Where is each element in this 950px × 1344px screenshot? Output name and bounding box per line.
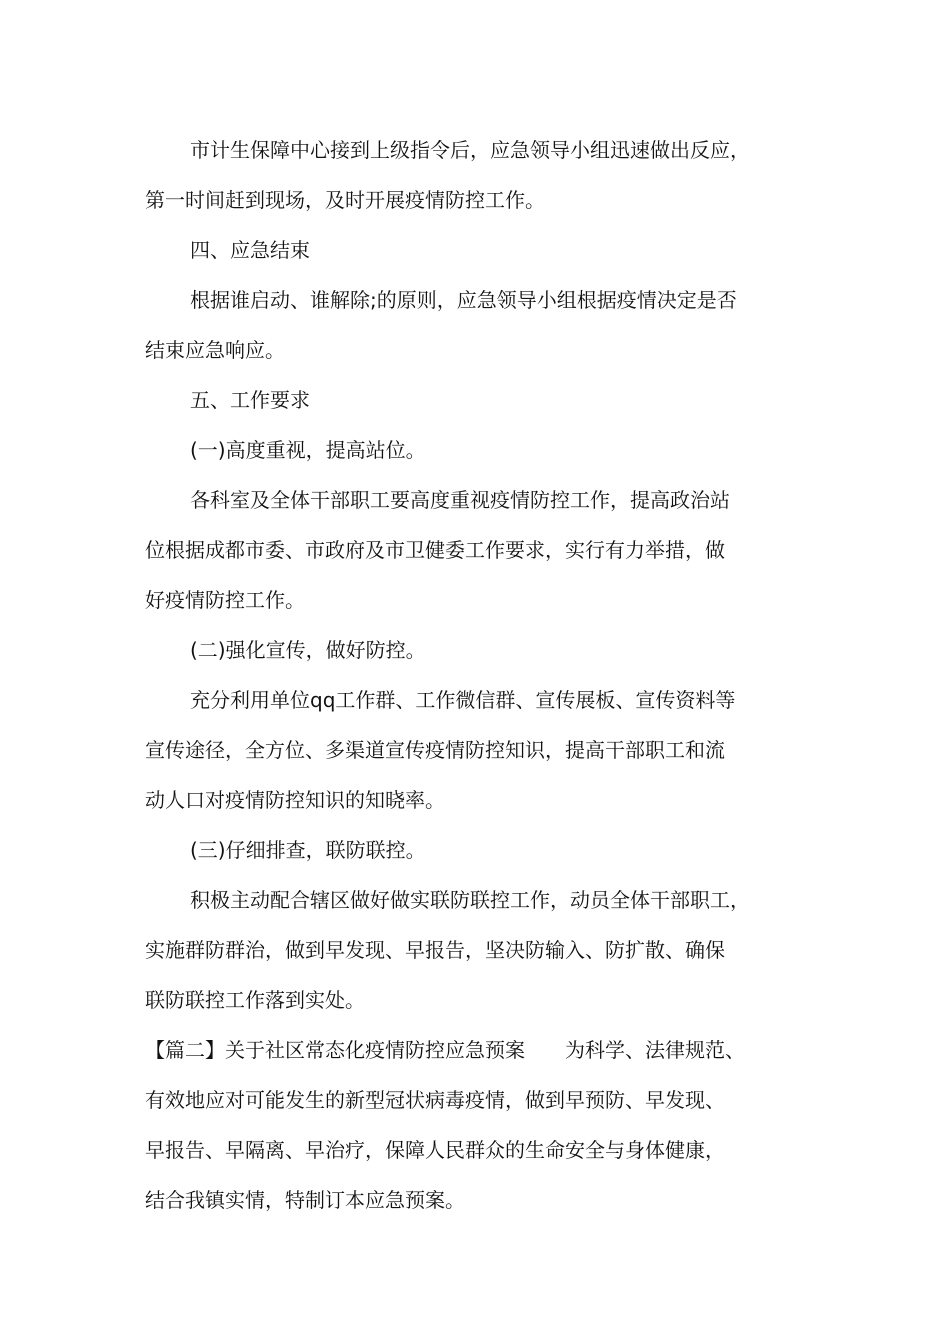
- paragraph-line: 结束应急响应。: [145, 338, 285, 362]
- paragraph-line: 动人口对疫情防控知识的知晓率。: [145, 788, 445, 812]
- paragraph-line: 实施群防群治，做到早发现、早报告，坚决防输入、防扩散、确保: [145, 938, 725, 962]
- subsection-heading: (一)高度重视，提高站位。: [190, 438, 426, 462]
- paragraph-line: 根据谁启动、谁解除;的原则，应急领导小组根据疫情决定是否: [190, 288, 737, 312]
- paragraph-line: 位根据成都市委、市政府及市卫健委工作要求，实行有力举措，做: [145, 538, 725, 562]
- paragraph-line: 宣传途径，全方位、多渠道宣传疫情防控知识，提高干部职工和流: [145, 738, 725, 762]
- paragraph-line: 早报告、早隔离、早治疗，保障人民群众的生命安全与身体健康，: [145, 1138, 725, 1162]
- paragraph-line: 好疫情防控工作。: [145, 588, 305, 612]
- paragraph-line: 积极主动配合辖区做好做实联防联控工作，动员全体干部职工，: [190, 888, 750, 912]
- section-heading: 四、应急结束: [190, 238, 310, 262]
- paragraph-line: 各科室及全体干部职工要高度重视疫情防控工作，提高政治站: [190, 488, 730, 512]
- paragraph-line: 第一时间赶到现场，及时开展疫情防控工作。: [145, 188, 545, 212]
- paragraph-line: 联防联控工作落到实处。: [145, 988, 365, 1012]
- paragraph-line: 充分利用单位qq工作群、工作微信群、宣传展板、宣传资料等: [190, 688, 736, 712]
- section-heading: 五、工作要求: [190, 388, 310, 412]
- subsection-heading: (二)强化宣传，做好防控。: [190, 638, 426, 662]
- subsection-heading: (三)仔细排查，联防联控。: [190, 838, 426, 862]
- paragraph-line: 结合我镇实情，特制订本应急预案。: [145, 1188, 465, 1212]
- paragraph-line: 市计生保障中心接到上级指令后，应急领导小组迅速做出反应，: [190, 138, 750, 162]
- paragraph-line: 有效地应对可能发生的新型冠状病毒疫情，做到早预防、早发现、: [145, 1088, 725, 1112]
- article-heading-line: 【篇二】关于社区常态化疫情防控应急预案 为科学、法律规范、: [145, 1038, 745, 1062]
